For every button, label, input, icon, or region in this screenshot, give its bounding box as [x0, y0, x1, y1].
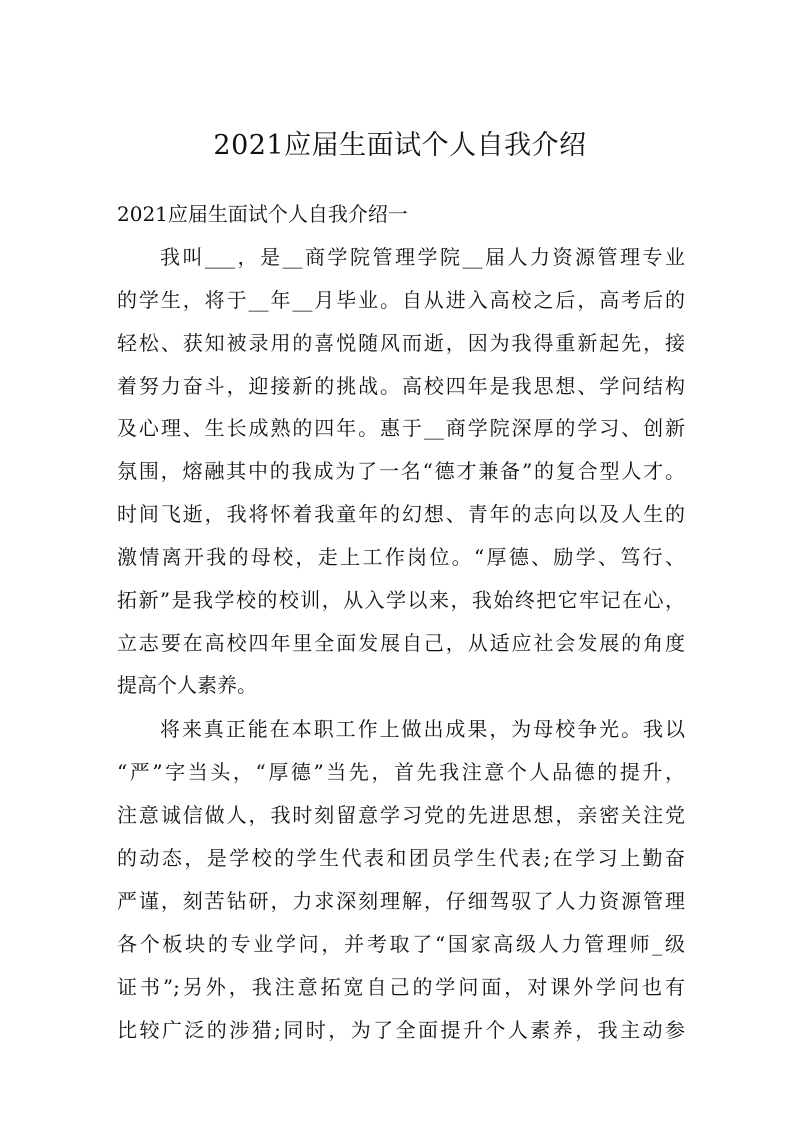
- text-line: 证书”;另外，我注意拓宽自己的学问面，对课外学问也有: [117, 975, 685, 999]
- text-line: 激情离开我的母校，走上工作岗位。“厚德、励学、笃行、: [117, 545, 685, 569]
- text-line: 氛围，熔融其中的我成为了一名“德才兼备”的复合型人才。: [117, 459, 685, 483]
- text-line: 严谨，刻苦钻研，力求深刻理解，仔细驾驭了人力资源管理: [117, 889, 685, 913]
- text-line: 及心理、生长成熟的四年。惠于__商学院深厚的学习、创新: [117, 416, 685, 440]
- text-line: “严”字当头，“厚德”当先，首先我注意个人品德的提升，: [117, 760, 685, 784]
- document-title: 2021应届生面试个人自我介绍: [213, 130, 587, 161]
- text-line: 的动态，是学校的学生代表和团员学生代表;在学习上勤奋: [117, 846, 685, 870]
- text-line: 比较广泛的涉猎;同时，为了全面提升个人素养，我主动参: [117, 1018, 685, 1042]
- text-line: 注意诚信做人，我时刻留意学习党的先进思想，亲密关注党: [117, 803, 685, 827]
- text-line: 拓新”是我学校的校训，从入学以来，我始终把它牢记在心，: [117, 588, 685, 612]
- text-line: 时间飞逝，我将怀着我童年的幻想、青年的志向以及人生的: [117, 502, 685, 526]
- text-line: 将来真正能在本职工作上做出成果，为母校争光。我以: [160, 717, 685, 741]
- section-heading: 2021应届生面试个人自我介绍一: [117, 202, 408, 226]
- text-line: 着努力奋斗，迎接新的挑战。高校四年是我思想、学问结构: [117, 374, 685, 398]
- text-line: 轻松、获知被录用的喜悦随风而逝，因为我得重新起先，接: [117, 331, 685, 355]
- text-line: 我叫___，是__商学院管理学院__届人力资源管理专业: [160, 245, 685, 269]
- text-line: 立志要在高校四年里全面发展自己，从适应社会发展的角度: [117, 631, 685, 655]
- text-line: 各个板块的专业学问，并考取了“国家高级人力管理师_级: [117, 932, 685, 956]
- text-line: 的学生，将于__年__月毕业。自从进入高校之后，高考后的: [117, 288, 685, 312]
- text-line: 提高个人素养。: [117, 673, 257, 697]
